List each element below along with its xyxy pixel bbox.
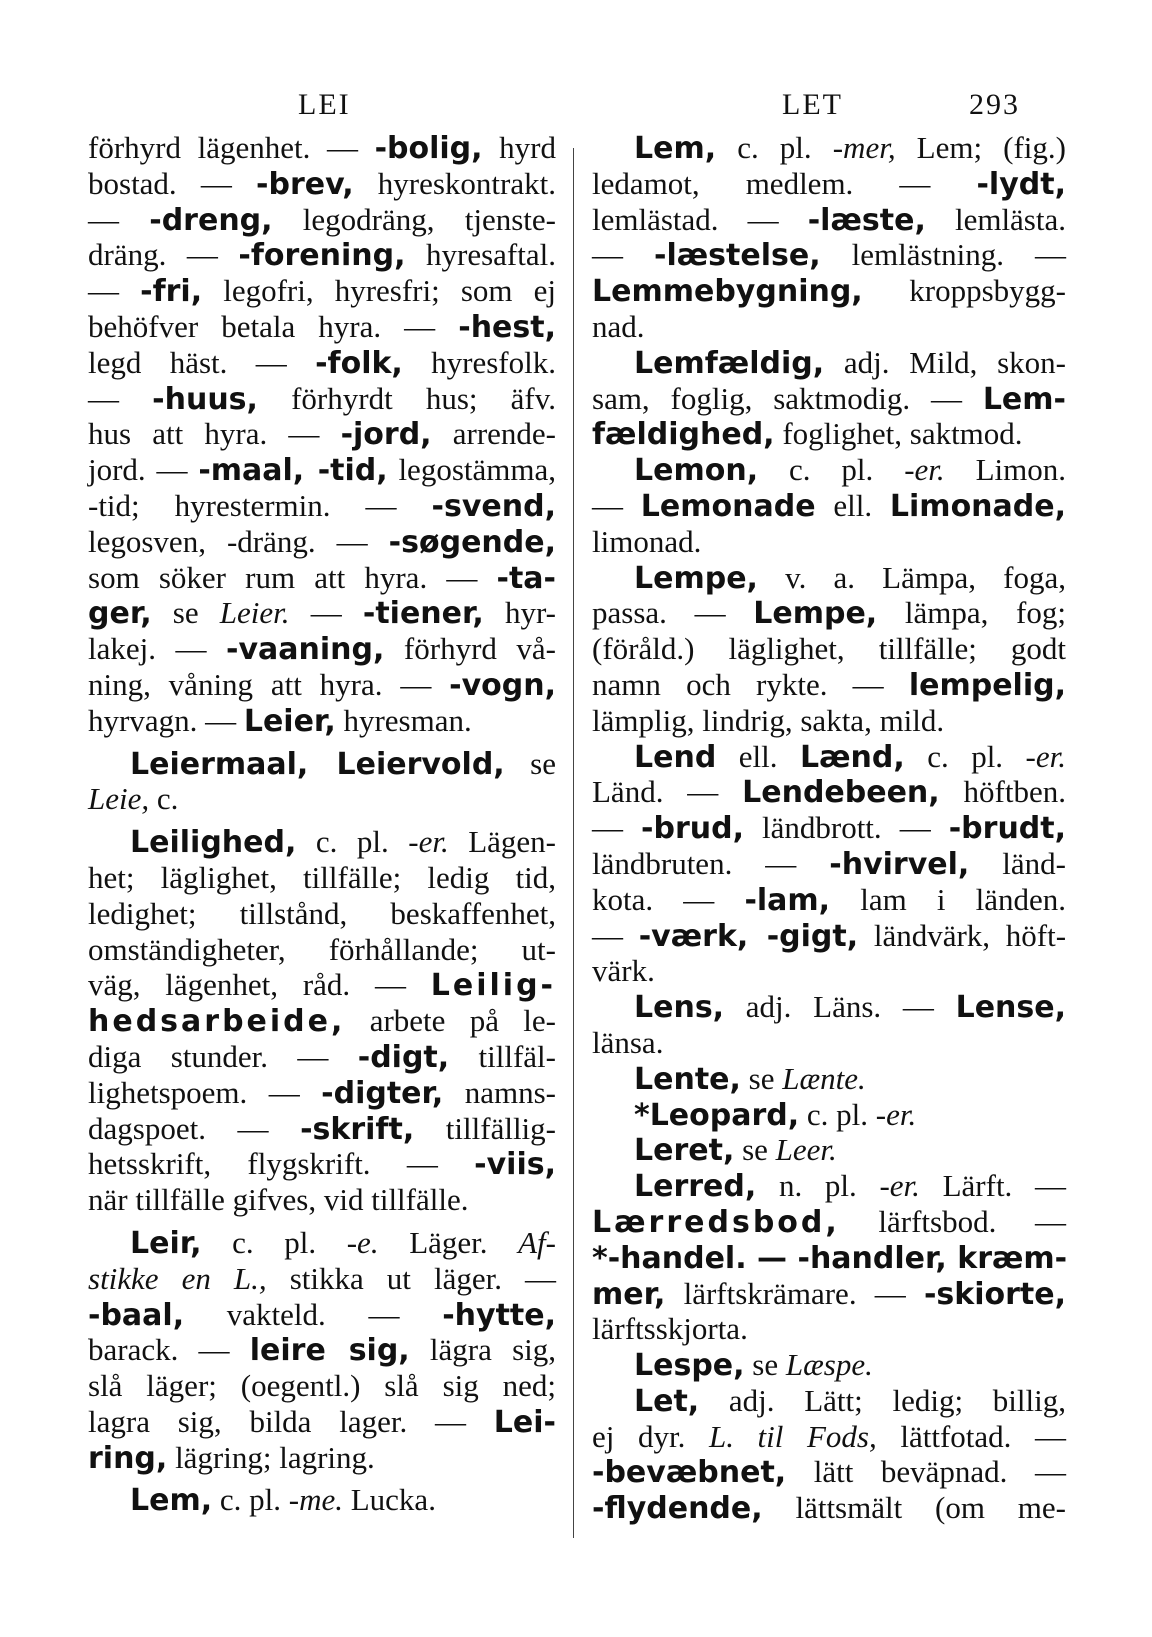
definition-text: (föråld.) läglighet, tillfälle; godt — [592, 631, 1066, 667]
headword: -digter, — [321, 1075, 444, 1111]
headword: Limonade, — [889, 488, 1066, 524]
headword: -skiorte, — [923, 1276, 1066, 1312]
headword: -værk, -gigt, — [638, 918, 859, 954]
definition-text: — — [289, 595, 363, 631]
text-line — [592, 1025, 1066, 1061]
headword: -forening, — [238, 238, 406, 274]
text-line — [88, 1225, 556, 1261]
text-line — [88, 896, 556, 932]
definition-text: legosven, -dräng. — — [88, 523, 389, 559]
headword: Leilighed, — [130, 825, 297, 861]
definition-text: omständigheter, förhållande; ut- — [88, 931, 556, 967]
definition-text: se — [744, 1347, 786, 1383]
definition-text: legofri, hyresfri; som ej — [202, 273, 557, 309]
definition-text: lärftsskjorta. — [592, 1311, 748, 1347]
text-line — [592, 739, 1066, 775]
definition-text: lämplig, lindrig, sakta, mild. — [592, 702, 945, 738]
definition-text: se — [740, 1060, 783, 1096]
text-line — [592, 918, 1066, 954]
text-line — [88, 824, 556, 860]
text-line — [592, 1240, 1066, 1276]
definition-text: stikka ut läger. — — [266, 1260, 556, 1296]
headword: -brud, — [641, 811, 744, 847]
text-line — [592, 273, 1066, 309]
definition-text: — — [88, 273, 141, 309]
text-line — [88, 967, 556, 1003]
text-line — [592, 1168, 1066, 1204]
headword: -handler, kræm- — [797, 1240, 1068, 1276]
definition-text: lighetspoem. — — [88, 1074, 322, 1110]
italic-text: -er. — [875, 1096, 917, 1132]
text-line — [88, 309, 556, 345]
definition-text: lam i länden. — [830, 881, 1067, 917]
headword: -søgende, — [388, 524, 556, 560]
headword: Lerred, — [634, 1169, 757, 1205]
headword: lempelig, — [908, 667, 1066, 703]
text-line — [88, 560, 556, 596]
headword: Lemon, — [634, 453, 759, 489]
definition-text: lärftsbod. — — [839, 1203, 1066, 1239]
definition-text: c. pl. — [212, 1482, 289, 1518]
definition-text: Lägen- — [448, 824, 556, 860]
header-right-guide-word: LET — [782, 88, 843, 121]
definition-text: lemlästning. — — [820, 237, 1066, 273]
header-left-guide-word: LEI — [298, 88, 351, 121]
headword: -lam, — [744, 882, 831, 918]
text-line — [88, 631, 556, 667]
entry-gap — [88, 817, 556, 824]
definition-text: hyresfolk. — [402, 344, 556, 380]
text-line — [88, 452, 556, 488]
definition-text: förhyrd lägenhet. — — [88, 130, 375, 165]
definition-text: hyreskontrakt. — [353, 165, 556, 201]
definition-text: Läger. — [378, 1224, 519, 1260]
definition-text: när tillfälle gifves, vid tillfälle. — [88, 1182, 469, 1218]
text-line — [88, 1440, 556, 1476]
text-line — [592, 846, 1066, 882]
definition-text: hyr- — [483, 595, 556, 631]
headword: Leiermaal, Leiervold, — [130, 746, 505, 782]
definition-text: Limon. — [944, 452, 1066, 488]
text-line — [88, 1297, 556, 1333]
text-line — [88, 1111, 556, 1147]
definition-text: höftben. — [939, 774, 1066, 810]
definition-text: se — [734, 1132, 776, 1168]
headword: Leir, — [130, 1225, 202, 1261]
definition-text: c. — [149, 781, 179, 817]
headword: Let, — [634, 1383, 700, 1419]
italic-text: Leie, — [88, 781, 150, 817]
headword: Lempe, — [753, 596, 878, 632]
text-line — [592, 882, 1066, 918]
definition-text: se — [151, 595, 220, 631]
headword: -digt, — [357, 1039, 450, 1075]
definition-text: — — [592, 810, 642, 846]
definition-text: lemlästa. — [925, 201, 1066, 237]
text-line — [88, 1003, 556, 1039]
text-line — [88, 1368, 556, 1404]
definition-text: c. pl. — [716, 130, 833, 165]
definition-text: limonad. — [592, 523, 702, 559]
text-line — [592, 667, 1066, 703]
text-line — [88, 130, 556, 166]
text-line — [88, 345, 556, 381]
headword: -vaaning, — [226, 632, 385, 668]
definition-text: het; läglighet, tillfälle; ledig tid, — [88, 859, 556, 895]
definition-text: legodräng, tjenste- — [272, 201, 556, 237]
italic-text: Læspe. — [785, 1347, 873, 1383]
text-line — [88, 237, 556, 273]
definition-text: v. a. Lämpa, foga, — [757, 559, 1066, 595]
definition-text: lakej. — — [88, 631, 227, 667]
text-line — [592, 202, 1066, 238]
text-line — [592, 1419, 1066, 1455]
headword: *Leopard, — [634, 1097, 800, 1133]
text-line — [592, 488, 1066, 524]
column-divider — [573, 148, 574, 1538]
headword: ger, — [88, 596, 152, 632]
headword: -lydt, — [976, 166, 1066, 202]
definition-text: hyrvagn. — — [88, 702, 244, 738]
headword: -viis, — [474, 1147, 556, 1183]
definition-text: Lärft. — — [919, 1168, 1066, 1204]
headword: -hytte, — [442, 1297, 556, 1333]
headword: Lente, — [634, 1061, 741, 1097]
definition-text: namns- — [443, 1074, 556, 1110]
headword: Lem- — [982, 381, 1066, 417]
definition-text: legostämma, — [387, 452, 556, 488]
spaced-headword: hedsarbeide, — [88, 1004, 346, 1040]
text-line — [592, 1061, 1066, 1097]
definition-text: — — [592, 917, 639, 953]
definition-text: adj. Läns. — — [724, 989, 956, 1025]
text-line — [592, 345, 1066, 381]
headword: -baal, — [88, 1297, 185, 1333]
headword: -jord, — [340, 417, 432, 453]
definition-text: -tid; hyrestermin. — — [88, 487, 432, 523]
text-line — [592, 989, 1066, 1025]
headword: -vogn, — [449, 667, 556, 703]
headword: Lend — [634, 739, 717, 775]
text-line — [88, 746, 556, 782]
text-line — [592, 1490, 1066, 1526]
text-line — [88, 703, 556, 739]
entry-gap — [88, 1218, 556, 1225]
definition-text: förhyrdt hus; äfv. — [257, 380, 556, 416]
definition-text: lärftskrämare. — — [665, 1275, 924, 1311]
text-line — [88, 202, 556, 238]
definition-text: Länd. — — [592, 774, 743, 810]
headword: -fri, — [140, 274, 203, 310]
entry-gap — [88, 739, 556, 746]
headword: fældighed, — [592, 417, 775, 453]
definition-text: arbete på le- — [345, 1003, 556, 1039]
definition-text: adj. Lätt; ledig; billig, — [699, 1382, 1066, 1418]
text-line — [88, 166, 556, 202]
text-line — [592, 1311, 1066, 1347]
headword: mer, — [592, 1276, 666, 1312]
definition-text: lätt beväpnad. — — [786, 1454, 1066, 1490]
definition-text: passa. — — [592, 595, 754, 631]
headword: Lem, — [130, 1483, 213, 1519]
definition-text: jord. — — [88, 452, 199, 488]
text-line — [88, 1261, 556, 1297]
headword: Leret, — [634, 1133, 735, 1169]
definition-text: värk. — [592, 953, 655, 989]
text-line — [88, 1404, 556, 1440]
definition-text: behöfver betala hyra. — — [88, 308, 459, 344]
italic-text: -er. — [408, 824, 449, 860]
italic-text: Af- — [518, 1224, 556, 1260]
page-header — [86, 88, 1066, 128]
headword: Lempe, — [634, 560, 758, 596]
text-line — [88, 932, 556, 968]
headword: ring, — [88, 1440, 168, 1476]
italic-text: -me. — [288, 1482, 343, 1518]
headword: -dreng, — [149, 202, 273, 238]
headword: -læste, — [807, 202, 926, 238]
text-line — [592, 524, 1066, 560]
spaced-headword: Leilig- — [430, 968, 556, 1004]
text-line — [592, 774, 1066, 810]
text-line — [88, 1146, 556, 1182]
definition-text: ländbrott. — — [743, 810, 949, 846]
italic-text: Leer. — [775, 1132, 837, 1168]
definition-text: kota. — — [592, 881, 745, 917]
definition-text: tillfällig- — [414, 1110, 556, 1146]
definition-text: hyrd — [482, 130, 556, 165]
headword: Lemfældig, — [634, 345, 825, 381]
text-line — [88, 416, 556, 452]
text-line — [592, 703, 1066, 739]
text-line — [592, 1097, 1066, 1133]
definition-text: slå läger; (oegentl.) slå sig ned; — [88, 1368, 556, 1404]
definition-text: Lem; (fig.) — [895, 130, 1066, 165]
text-line — [88, 781, 556, 817]
text-line — [592, 953, 1066, 989]
headword: -svend, — [431, 488, 556, 524]
definition-text: se — [504, 745, 557, 781]
definition-text: ell. — [716, 738, 800, 774]
definition-text: dräng. — — [88, 237, 239, 273]
headword: Lemonade — [640, 488, 816, 524]
definition-text: — — [592, 237, 654, 273]
headword: Lem, — [634, 131, 717, 166]
text-line — [592, 1383, 1066, 1419]
definition-text: foglighet, saktmod. — [774, 416, 1023, 452]
headword: Lænd, — [799, 739, 905, 775]
text-line — [88, 1332, 556, 1368]
headword: Lens, — [634, 990, 725, 1026]
definition-text: nad. — [592, 308, 645, 344]
headword: Lense, — [955, 990, 1066, 1026]
definition-text: c. pl. — [201, 1224, 347, 1260]
definition-text: ej dyr. — [592, 1418, 709, 1454]
definition-text: ledamot, medlem. — — [592, 165, 977, 201]
text-line — [592, 1276, 1066, 1312]
definition-text: adj. Mild, skon- — [824, 344, 1066, 380]
headword: -skrift, — [300, 1111, 415, 1147]
text-line — [592, 416, 1066, 452]
definition-text: n. pl. — [756, 1168, 880, 1204]
headword: -brudt, — [948, 811, 1067, 847]
definition-text: ning, våning att hyra. — — [88, 666, 450, 702]
headword: leire sig, — [249, 1333, 410, 1369]
text-line — [88, 524, 556, 560]
text-line — [592, 1204, 1066, 1240]
text-line — [88, 273, 556, 309]
definition-text: legd häst. — — [88, 344, 316, 380]
definition-text: lägra sig, — [409, 1332, 556, 1368]
headword: Lespe, — [634, 1348, 745, 1384]
text-line — [592, 452, 1066, 488]
italic-text: stikke en L., — [88, 1260, 267, 1296]
definition-text: lägring; lagring. — [167, 1439, 375, 1475]
headword: Lendebeen, — [742, 775, 940, 811]
headword: Lei- — [493, 1404, 556, 1440]
definition-text: vakteld. — — [184, 1296, 443, 1332]
definition-text: lättfotad. — — [876, 1418, 1066, 1454]
definition-text: c. pl. — [799, 1096, 876, 1132]
definition-text: sam, foglig, saktmodig. — — [592, 380, 983, 416]
text-line — [592, 1454, 1066, 1490]
definition-text: c. pl. — [904, 738, 1026, 774]
definition-text: hyresaftal. — [405, 237, 556, 273]
entry-gap — [88, 1475, 556, 1482]
text-line — [88, 1039, 556, 1075]
italic-text: L. til Fods, — [708, 1418, 877, 1454]
definition-text: Lucka. — [342, 1482, 436, 1518]
definition-text: arrende- — [431, 416, 556, 452]
text-line — [592, 381, 1066, 417]
italic-text: Leier. — [219, 595, 290, 631]
italic-text: -er. — [1025, 738, 1066, 774]
definition-text: väg, lägenhet, råd. — — [88, 967, 431, 1003]
text-line — [88, 595, 556, 631]
headword: -hest, — [458, 309, 556, 345]
headword: -brev, — [256, 166, 354, 202]
italic-text: -er. — [879, 1168, 920, 1204]
headword: -læstelse, — [654, 238, 821, 274]
text-line — [88, 488, 556, 524]
definition-text: bostad. — — [88, 165, 257, 201]
definition-text: c. pl. — [296, 824, 409, 860]
definition-text: lagra sig, bilda lager. — — [88, 1403, 494, 1439]
text-line — [592, 560, 1066, 596]
definition-text: lämpa, fog; — [877, 595, 1066, 631]
definition-text: dagspoet. — — [88, 1110, 301, 1146]
headword: -huus, — [152, 381, 258, 417]
definition-text: länsa. — [592, 1024, 664, 1060]
definition-text: ledighet; tillstånd, beskaffenhet, — [88, 895, 556, 931]
text-line — [592, 631, 1066, 667]
definition-text: kroppsbygg- — [862, 273, 1066, 309]
left-column — [88, 130, 556, 1518]
definition-text: hetsskrift, flygskrift. — — [88, 1146, 475, 1182]
definition-text: som söker rum att hyra. — — [88, 559, 497, 595]
text-line — [592, 1347, 1066, 1383]
italic-text: Lænte. — [782, 1060, 866, 1096]
text-line — [592, 130, 1066, 166]
definition-text: lemlästad. — — [592, 201, 808, 237]
headword: -bevæbnet, — [592, 1455, 787, 1491]
definition-text: hus att hyra. — — [88, 416, 341, 452]
definition-text: hyresman. — [335, 702, 472, 738]
headword: Leier, — [243, 703, 336, 739]
italic-text: -e. — [346, 1224, 379, 1260]
headword: -maal, -tid, — [198, 453, 388, 489]
headword: -hvirvel, — [829, 846, 970, 882]
definition-text: diga stunder. — — [88, 1038, 358, 1074]
italic-text: -mer, — [832, 130, 896, 165]
definition-text: barack. — — [88, 1332, 250, 1368]
definition-text: tillfäl- — [449, 1038, 556, 1074]
text-line — [592, 309, 1066, 345]
definition-text: — — [88, 380, 153, 416]
definition-text: — — [592, 487, 641, 523]
definition-text: namn och rykte. — — [592, 666, 909, 702]
text-line — [592, 237, 1066, 273]
spaced-headword: Lærredsbod, — [592, 1204, 840, 1240]
headword: -folk, — [315, 345, 403, 381]
text-line — [88, 1075, 556, 1111]
headword: -flydende, — [592, 1491, 763, 1527]
definition-text: länd- — [969, 845, 1066, 881]
text-line — [88, 860, 556, 896]
text-line — [592, 810, 1066, 846]
text-line — [88, 1182, 556, 1218]
page-number: 293 — [969, 88, 1020, 121]
text-line — [88, 667, 556, 703]
headword: Lemmebygning, — [592, 274, 863, 310]
headword: -ta- — [496, 560, 556, 596]
text-line — [592, 166, 1066, 202]
headword: -bolig, — [374, 131, 483, 166]
definition-text: ländvärk, höft- — [858, 917, 1067, 953]
definition-text: lättsmält (om me- — [762, 1490, 1066, 1526]
text-line — [592, 595, 1066, 631]
right-column — [592, 130, 1066, 1526]
text-line — [88, 381, 556, 417]
text-line — [88, 1482, 556, 1518]
headword: *-handel. — — [592, 1240, 798, 1276]
headword: -tiener, — [362, 596, 484, 632]
definition-text: ell. — [815, 487, 890, 523]
definition-text: förhyrd vå- — [384, 631, 556, 667]
definition-text: — — [88, 201, 150, 237]
italic-text: -er. — [904, 452, 945, 488]
text-line — [592, 1132, 1066, 1168]
definition-text: ländbruten. — — [592, 845, 830, 881]
definition-text: c. pl. — [758, 452, 905, 488]
